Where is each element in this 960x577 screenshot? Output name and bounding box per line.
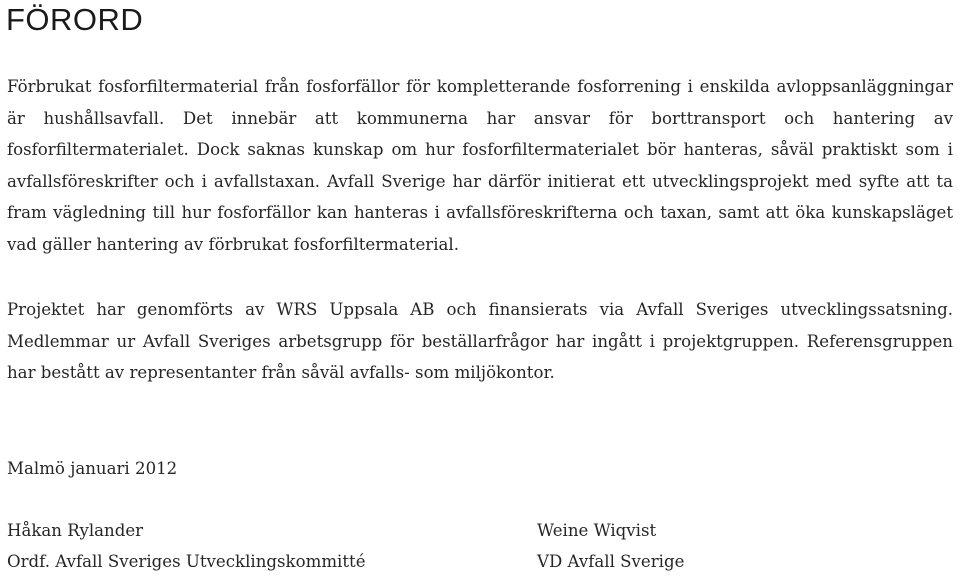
signature-block-ceo [537, 515, 684, 577]
paragraph-intro: Förbrukat fosforfiltermaterial från fosforfällor för kompletterande fosforrening i enskilda avloppsanläggningar är hushållsavfall. Det innebär att kommunerna har ansvar för borttransport och hantering av fosforfiltermaterialet. Dock saknas kunskap om hur fosforfiltermaterialet bör hanteras, såväl praktiskt som i avfallsföreskrifter och i avfallstaxan. Avfall Sverige har därför initierat ett utvecklingsprojekt med syfte att ta fram vägledning till hur fosforfällor kan hanteras i avfallsföreskrifterna och taxan, samt att öka kunskapsläget vad gäller hantering av förbrukat fosforfiltermaterial. [7, 77, 953, 254]
paragraph-project: Projektet har genomförts av WRS Uppsala AB och finansierats via Avfall Sveriges utvecklingssatsning. Medlemmar ur Avfall Sveriges arbetsgrupp för beställarfrågor har ingått i projektgruppen. Referensgruppen har bestått av representanter från såväl avfalls- som miljökontor. [7, 300, 953, 382]
signatory-name: Weine Wiqvist [537, 521, 657, 540]
place-and-date: Malmö januari 2012 [7, 459, 178, 478]
signature-block-chair [7, 515, 366, 577]
signatory-name: Håkan Rylander [7, 521, 144, 540]
signatory-title: Ordf. Avfall Sveriges Utvecklingskommitté [7, 552, 366, 571]
signatory-title: VD Avfall Sverige [537, 552, 685, 571]
page-title: FÖRORD [6, 2, 144, 37]
